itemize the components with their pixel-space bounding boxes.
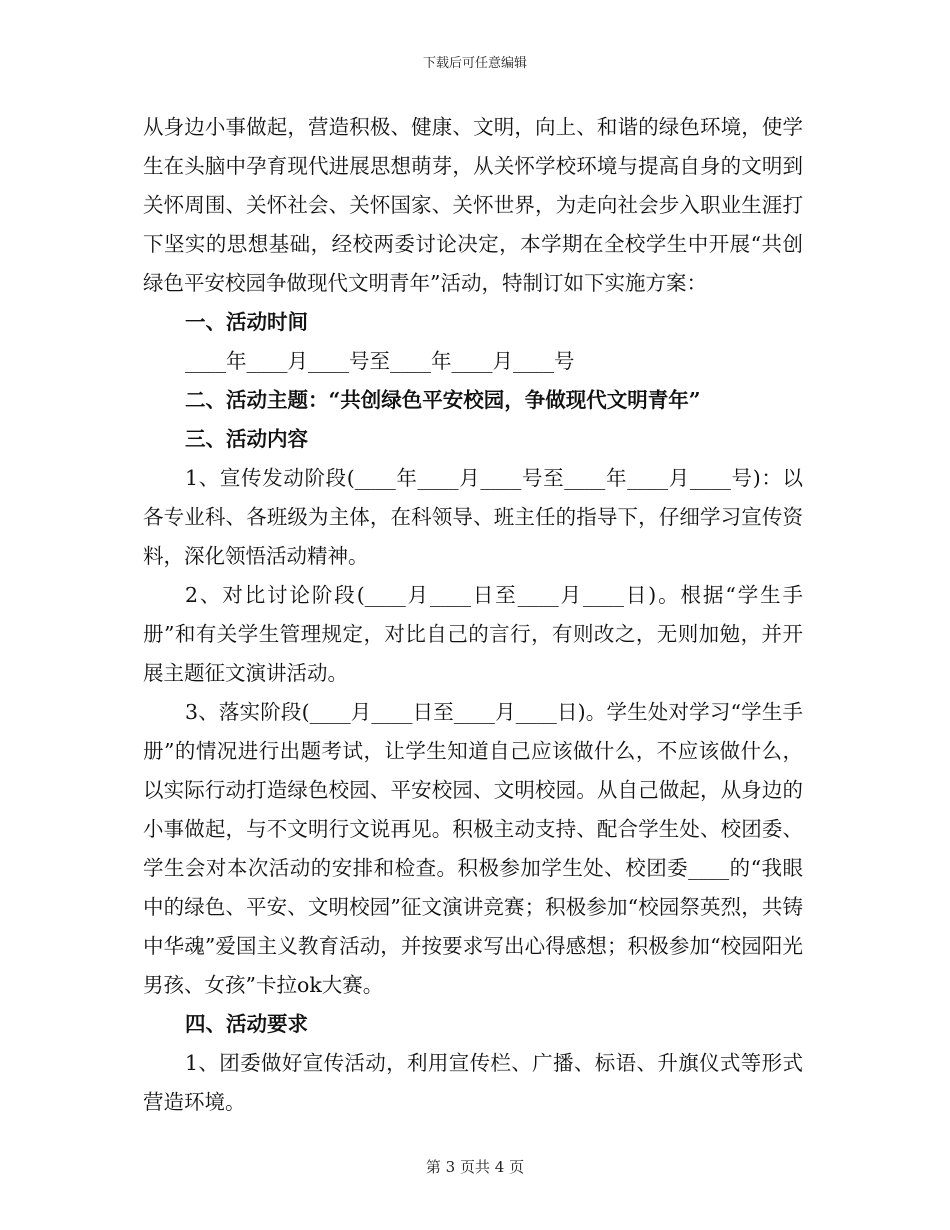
content-item-1: 1、宣传发动阶段(____年____月____号至____年____月____号)：以各专业科、各班级为主体，在科领导、班主任的指导下，仔细学习宣传资料，深化领悟活动精神。 [143, 466, 803, 568]
page-footer: 第 3 页共 4 页 [425, 1158, 525, 1176]
requirement-item-1: 1、团委做好宣传活动，利用宣传栏、广播、标语、升旗仪式等形式营造环境。 [143, 1051, 803, 1114]
page-header: 下载后可任意编辑 [422, 56, 527, 71]
intro-paragraph: 从身边小事做起，营造积极、健康、文明，向上、和谐的绿色环境，使学生在头脑中孕育现代进展思想萌芽，从关怀学校环境与提高自身的文明到关怀周围、关怀社会、关怀国家、关怀世界，为走向社会步入职业生涯打下坚实的思想基础，经校两委讨论决定，本学期在全校学生中开展“共创绿色平安校园争做现代文明青年”活动，特制订如下实施方案： [143, 115, 803, 295]
content-item-3: 3、落实阶段(____月____日至____月____日)。学生处对学习“学生手册”的情况进行出题考试，让学生知道自己应该做什么，不应该做什么，以实际行动打造绿色校园、平安校园、文明校园。从自己做起，从身边的小事做起，与不文明行文说再见。积极主动支持、配合学生处、校团委、学生会对本次活动的安排和检查。积极参加学生处、校团委____的“我眼中的绿色、平安、文明校园”征文演讲竞赛；积极参加“校园祭英烈，共铸中华魂”爱国主义教育活动，并按要求写出心得感想；积极参加“校园阳光男孩、女孩”卡拉ok大赛。 [143, 700, 803, 997]
section-heading-requirements: 四、活动要求 [185, 1012, 308, 1036]
content-item-2: 2、对比讨论阶段(____月____日至____月____日)。根据“学生手册”和有关学生管理规定，对比自己的言行，有则改之，无则加勉，并开展主题征文演讲活动。 [143, 583, 803, 685]
section-heading-content: 三、活动内容 [185, 427, 308, 451]
section-heading-theme: 二、活动主题：“共创绿色平安校园，争做现代文明青年” [185, 388, 701, 412]
document-body [143, 108, 803, 1122]
section-heading-time: 一、活动时间 [185, 310, 308, 334]
activity-time-blanks: ____年____月____号至____年____月____号 [185, 349, 575, 373]
